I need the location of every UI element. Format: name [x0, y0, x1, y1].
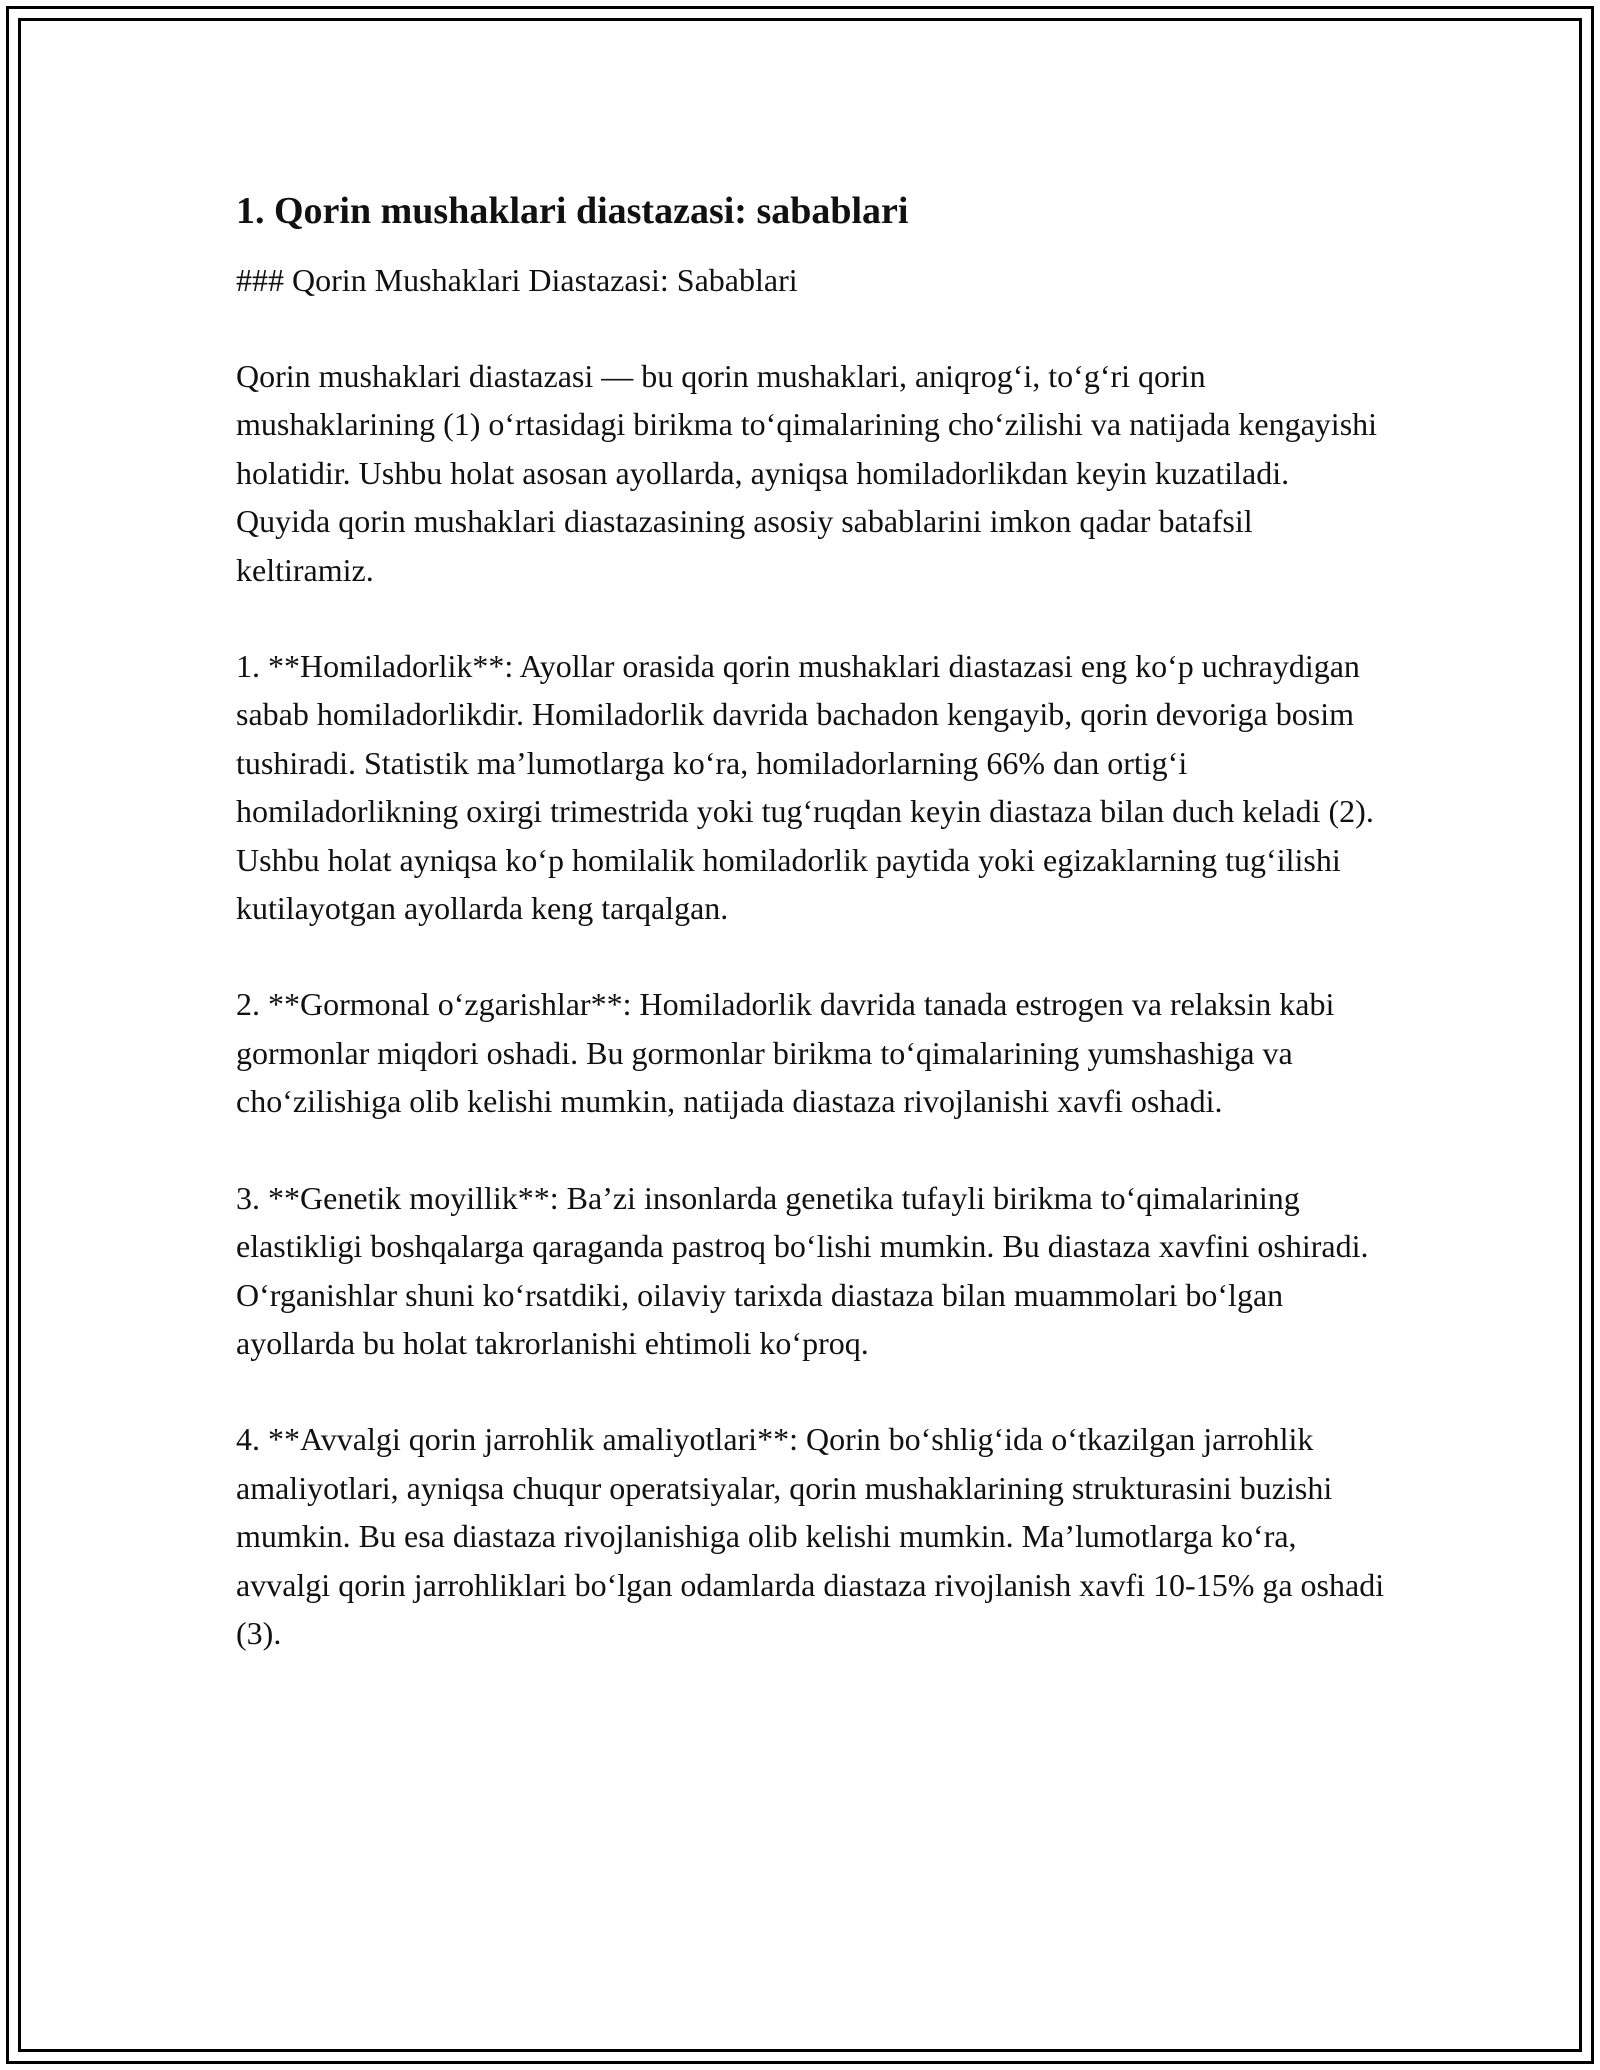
- cause-hormonal-paragraph: 2. **Gormonal o‘zgarishlar**: Homiladorlik davrida tanada estrogen va relaksin kabi gormonlar miqdori oshadi. Bu gormonlar birikma to‘qimalarining yumshashiga va cho‘zilishiga olib kelishi mumkin, natijada diastaza rivojlanishi xavfi oshadi.: [236, 986, 1335, 1120]
- document-title: 1. Qorin mushaklari diastazasi: sabablari: [236, 190, 909, 232]
- cause-pregnancy-paragraph: 1. **Homiladorlik**: Ayollar orasida qorin mushaklari diastazasi eng ko‘p uchraydigan sabab homiladorlikdir. Homiladorlik davrida bachadon kengayib, qorin devoriga bosim tushiradi. Statistik ma’lumotlarga ko‘ra, homiladorlarning 66% dan ortig‘i homiladorlikning oxirgi trimestrida yoki tug‘ruqdan keyin diastaza bilan duch keladi (2). Ushbu holat ayniqsa ko‘p homilalik homiladorlik paytida yoki egizaklarning tug‘ilishi kutilayotgan ayollarda keng tarqalgan.: [236, 648, 1374, 927]
- document-subheading: ### Qorin Mushaklari Diastazasi: Sabablari: [236, 262, 798, 298]
- cause-surgery-paragraph: 4. **Avvalgi qorin jarrohlik amaliyotlari**: Qorin bo‘shlig‘ida o‘tkazilgan jarrohlik amaliyotlari, ayniqsa chuqur operatsiyalar, qorin mushaklarining strukturasini buzishi mumkin. Bu esa diastaza rivojlanishiga olib kelishi mumkin. Ma’lumotlarga ko‘ra, avvalgi qorin jarrohliklari bo‘lgan odamlarda diastaza rivojlanish xavfi 10-15% ga oshadi (3).: [236, 1421, 1385, 1651]
- cause-genetic-paragraph: 3. **Genetik moyillik**: Ba’zi insonlarda genetika tufayli birikma to‘qimalarining elastikligi boshqalarga qaraganda pastroq bo‘lishi mumkin. Bu diastaza xavfini oshiradi. O‘rganishlar shuni ko‘rsatdiki, oilaviy tarixda diastaza bilan muammolari bo‘lgan ayollarda bu holat takrorlanishi ehtimoli ko‘proq.: [236, 1179, 1369, 1361]
- document-body: [236, 186, 1386, 1705]
- intro-paragraph: Qorin mushaklari diastazasi — bu qorin mushaklari, aniqrog‘i, to‘g‘ri qorin mushaklarining (1) o‘rtasidagi birikma to‘qimalarining cho‘zilishi va natijada kengayishi holatidir. Ushbu holat asosan ayollarda, ayniqsa homiladorlikdan keyin kuzatiladi. Quyida qorin mushaklari diastazasining asosiy sabablarini imkon qadar batafsil keltiramiz.: [236, 358, 1378, 588]
